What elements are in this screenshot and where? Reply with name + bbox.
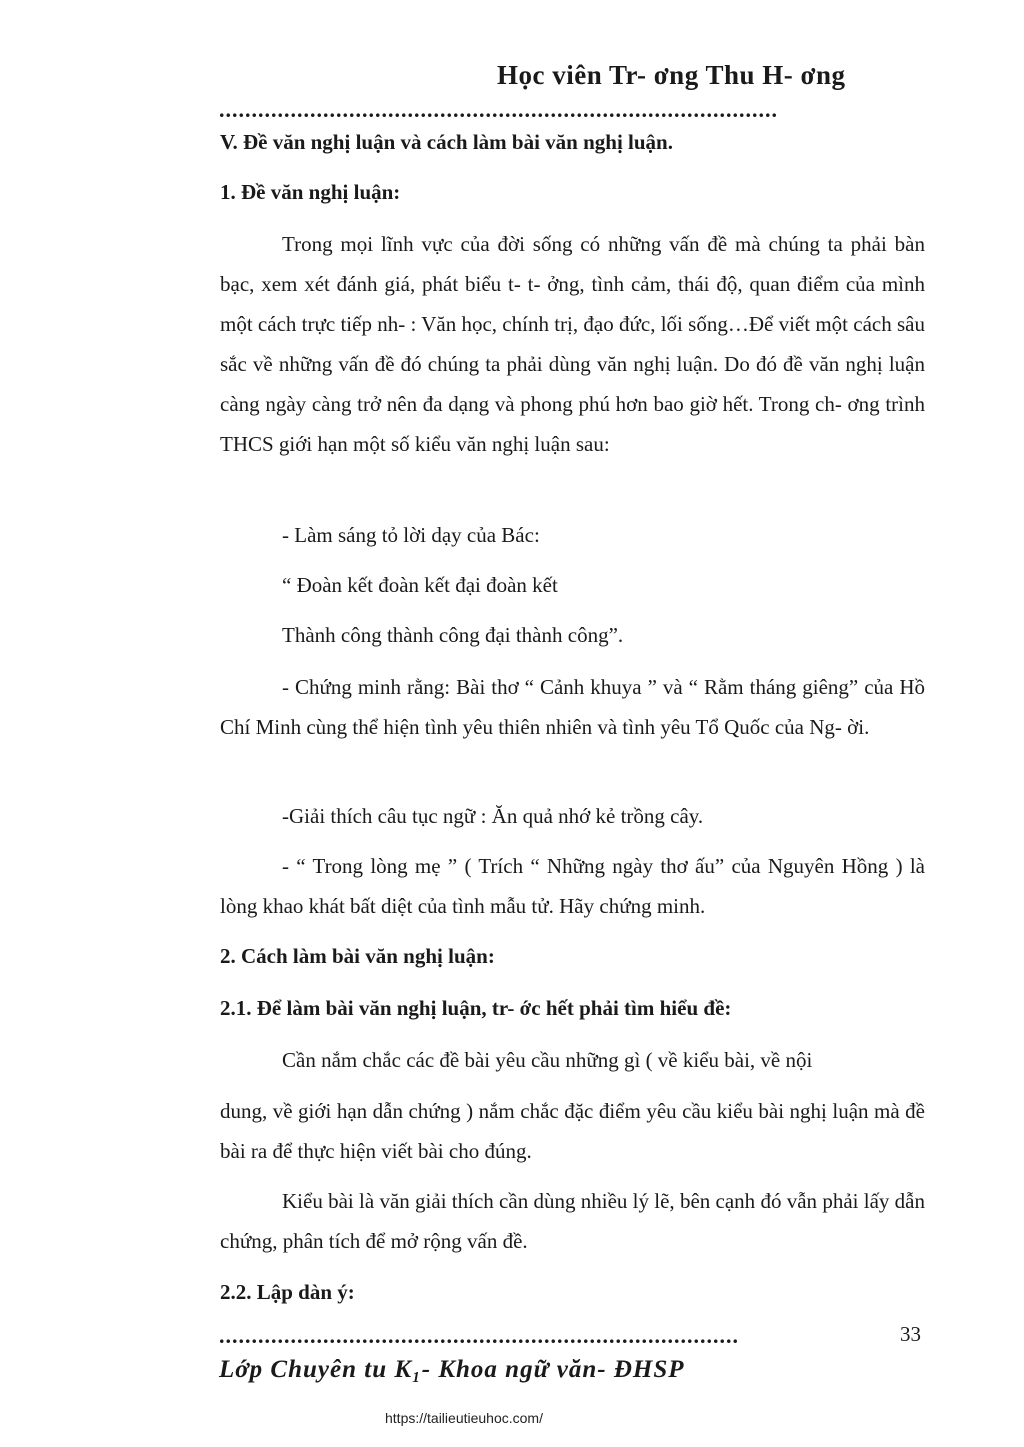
subsection-2-1-title: 2.1. Để làm bài văn nghị luận, tr- ớc hết phải tìm hiểu đề:	[220, 996, 732, 1020]
quote-line-1: “ Đoàn kết đoàn kết đại đoàn kết	[282, 573, 558, 597]
footer-url[interactable]: https://tailieutieuhoc.com/	[385, 1410, 543, 1426]
paragraph-3: Kiểu bài là văn giải thích cần dùng nhiều lý lẽ, bên cạnh đó vẫn phải lấy dẫn chứng, phân tích để mở rộng vấn đề.	[220, 1189, 925, 1253]
paragraph-2-rest: dung, về giới hạn dẫn chứng ) nắm chắc đặc điểm yêu cầu kiểu bài nghị luận mà đề bài ra để thực hiện viết bài cho đúng.	[220, 1099, 925, 1163]
header-dotted-rule: ......................................................................................	[219, 98, 778, 122]
footer-class-name: Lớp Chuyên tu K₁- Khoa ngữ văn- ĐHSP	[219, 1356, 685, 1383]
subsection-1-title: 1. Đề văn nghị luận:	[220, 180, 401, 204]
page-number: 33	[900, 1322, 921, 1346]
section-title: V. Đề văn nghị luận và cách làm bài văn nghị luận.	[220, 130, 673, 154]
quote-line-2: Thành công thành công đại thành công”.	[282, 623, 624, 647]
subsection-2-2-title: 2.2. Lập dàn ý:	[220, 1280, 355, 1304]
footer-dotted-rule: ................................................................................	[219, 1324, 739, 1348]
paragraph-1: Trong mọi lĩnh vực của đời sống có những vấn đề mà chúng ta phải bàn bạc, xem xét đánh giá, phát biểu t- t- ởng, tình cảm, thái độ, quan điểm của mình một cách trực tiếp nh- : Văn học, chính trị, đạo đức, lối sống…Để viết một cách sâu sắc về những vấn đề đó chúng ta phải dùng văn nghị luận. Do đó đề văn nghị luận càng ngày càng trở nên đa dạng và phong phú hơn bao giờ hết. Trong ch- ơng trình THCS giới hạn một số kiểu văn nghị luận sau:	[220, 232, 925, 456]
list-item-2: - Chứng minh rằng: Bài thơ “ Cảnh khuya ” và “ Rằm tháng giêng” của Hồ Chí Minh cùng thể hiện tình yêu thiên nhiên và tình yêu Tổ Quốc của Ng- ời.	[220, 675, 925, 739]
list-item-3: -Giải thích câu tục ngữ : Ăn quả nhớ kẻ trồng cây.	[282, 804, 704, 828]
paragraph-2-line-1: Cần nắm chắc các đề bài yêu cầu những gì ( về kiểu bài, về nội	[282, 1048, 813, 1072]
subsection-2-title: 2. Cách làm bài văn nghị luận:	[220, 944, 495, 968]
list-item-1: - Làm sáng tỏ lời dạy của Bác:	[282, 523, 540, 547]
list-item-4: - “ Trong lòng mẹ ” ( Trích “ Những ngày thơ ấu” của Nguyên Hồng ) là lòng khao khát bất diệt của tình mẫu tử. Hãy chứng minh.	[220, 854, 925, 918]
header-author: Học viên Tr- ơng Thu H- ơng	[497, 60, 846, 90]
